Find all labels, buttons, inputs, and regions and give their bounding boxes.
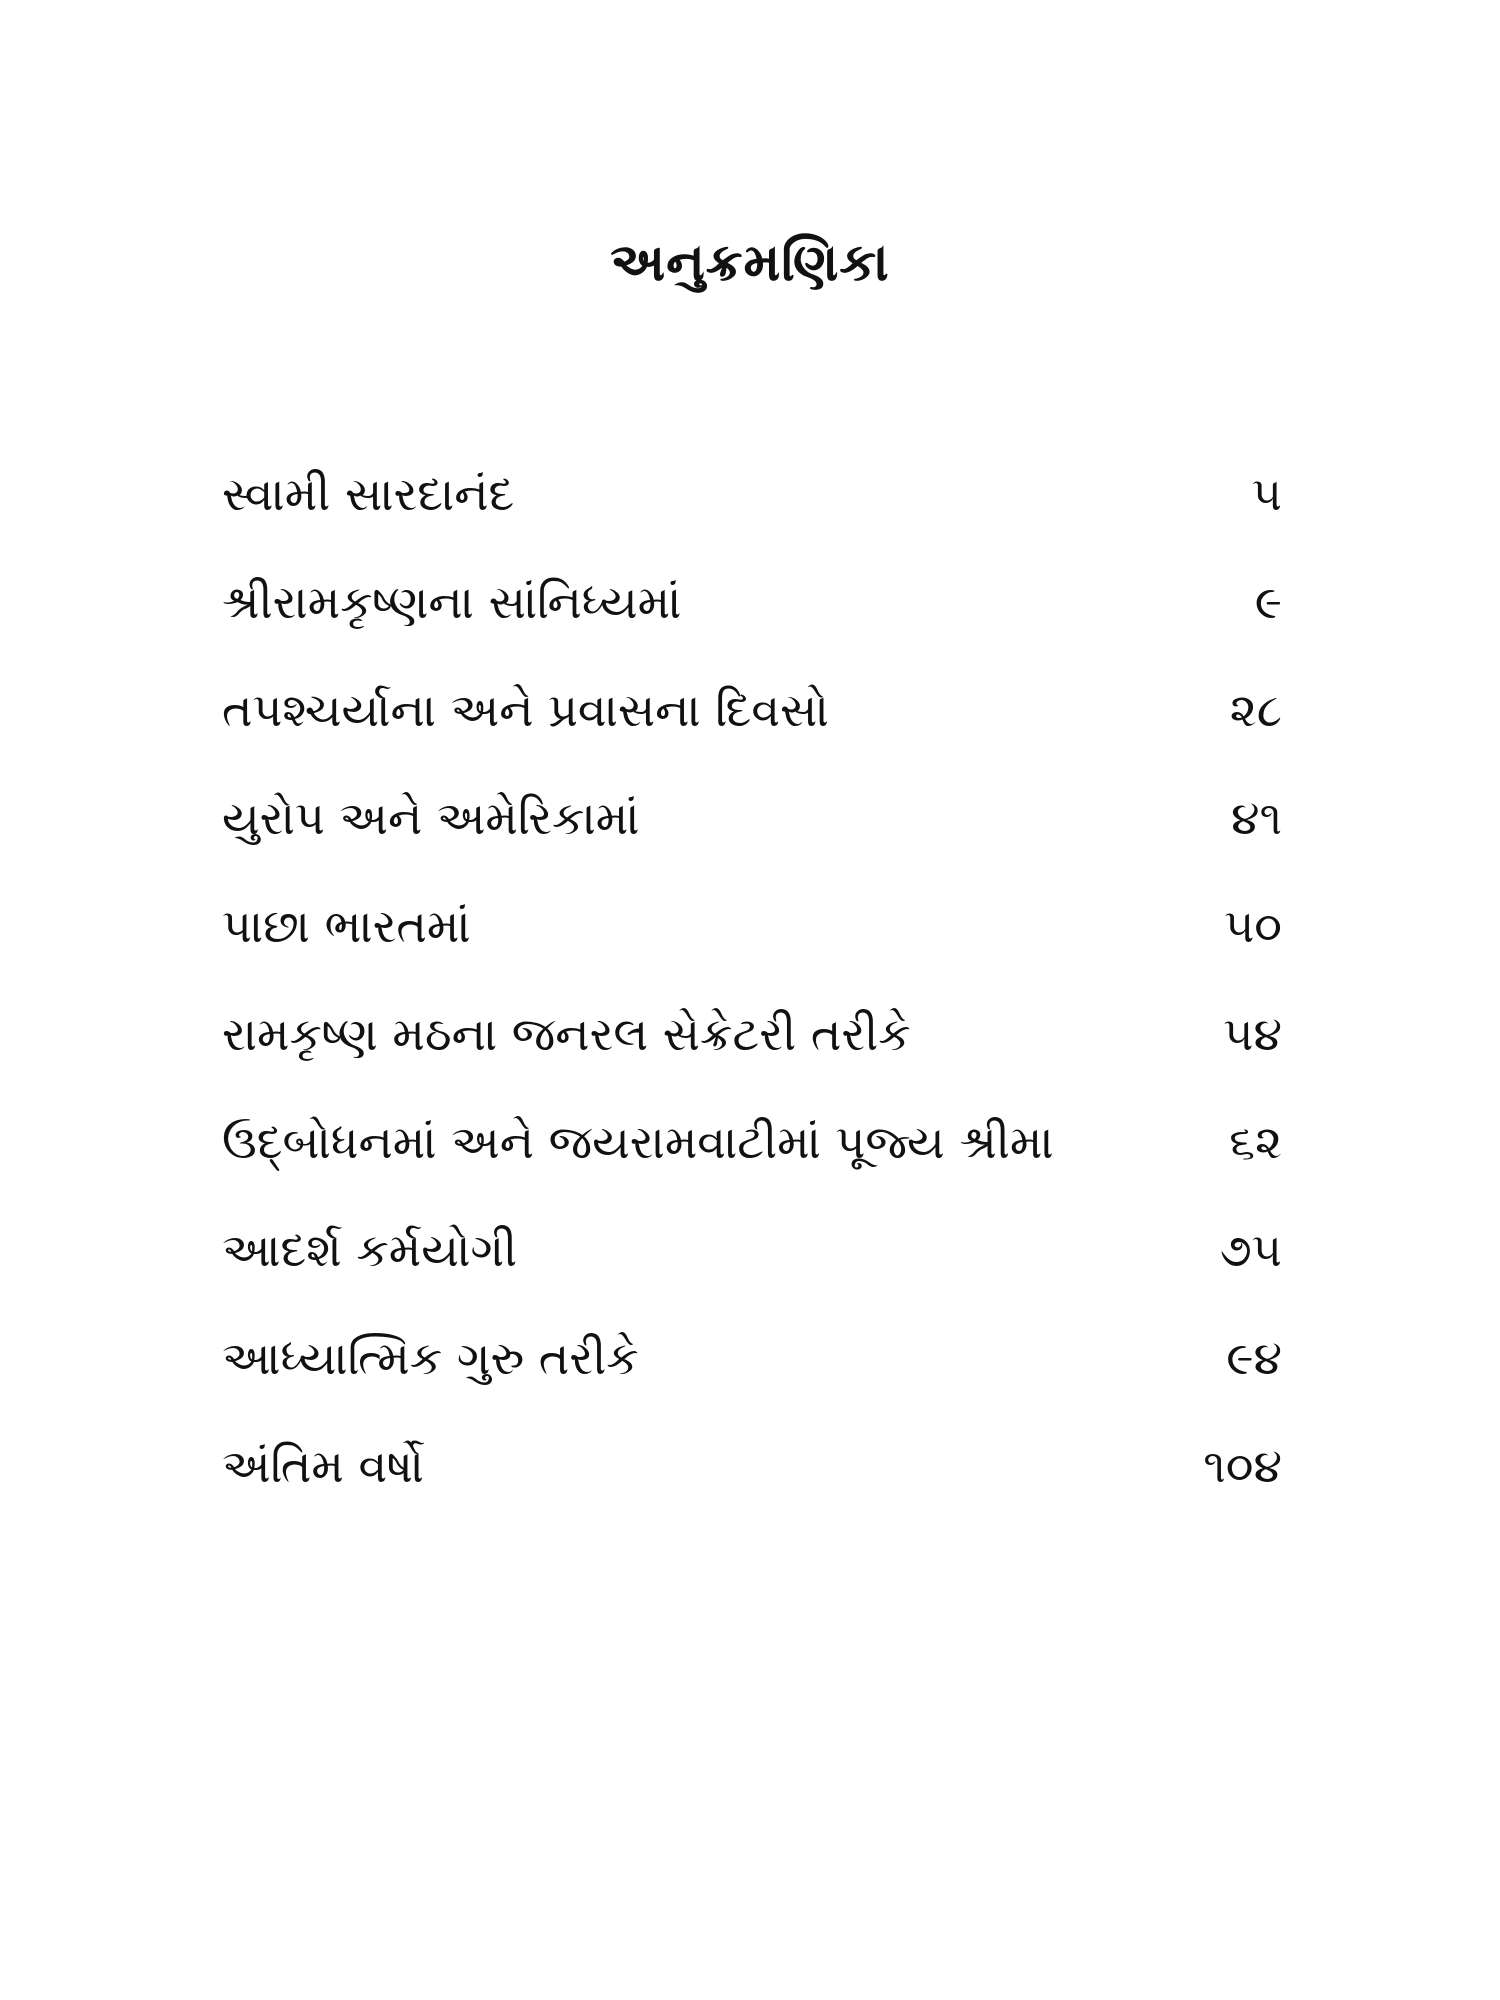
toc-entry-page-number: ૭૫ bbox=[1219, 1223, 1282, 1277]
toc-entry-title: રામકૃષ્ણ મઠના જનરલ સેક્રેટરી તરીકે bbox=[222, 1007, 911, 1061]
toc-entry-page-number: ૯ bbox=[1254, 575, 1282, 629]
toc-entry-title: યુરોપ અને અમેરિકામાં bbox=[222, 791, 640, 845]
toc-entry bbox=[222, 764, 1282, 872]
toc-entry bbox=[222, 548, 1282, 656]
toc-entry-title: સ્વામી સારદાનંદ bbox=[222, 467, 515, 521]
toc-entry-page-number: ૯૪ bbox=[1226, 1331, 1282, 1385]
toc-entry bbox=[222, 656, 1282, 764]
toc-entry bbox=[222, 872, 1282, 980]
toc-entry bbox=[222, 440, 1282, 548]
toc-entry bbox=[222, 1412, 1282, 1520]
toc-entry-page-number: ૫૦ bbox=[1224, 899, 1282, 953]
toc-entry-title: શ્રીરામકૃષ્ણના સાંનિધ્યમાં bbox=[222, 575, 682, 629]
toc-entry bbox=[222, 1196, 1282, 1304]
toc-entry-title: પાછા ભારતમાં bbox=[222, 899, 471, 953]
toc-entry-page-number: ૧૦૪ bbox=[1203, 1439, 1282, 1493]
toc-entry-page-number: ૫૪ bbox=[1223, 1007, 1282, 1061]
toc-entry-page-number: ૨૮ bbox=[1229, 683, 1282, 737]
toc-entry-title: આદર્શ કર્મયોગી bbox=[222, 1223, 518, 1277]
toc-entry-title: ઉદ્‌બોધનમાં અને જયરામવાટીમાં પૂજ્ય શ્રીમા bbox=[222, 1115, 1054, 1169]
toc-entry-title: અંતિમ વર્ષો bbox=[222, 1439, 424, 1493]
toc-entry-page-number: ૬૨ bbox=[1229, 1115, 1282, 1169]
toc-entry bbox=[222, 980, 1282, 1088]
table-of-contents bbox=[222, 440, 1282, 1520]
toc-entry bbox=[222, 1304, 1282, 1412]
toc-entry-title: તપશ્ચર્યાના અને પ્રવાસના દિવસો bbox=[222, 683, 829, 737]
toc-entry-page-number: ૪૧ bbox=[1230, 791, 1282, 845]
page-title: અનુક્રમણિકા bbox=[610, 233, 890, 293]
toc-entry-page-number: ૫ bbox=[1251, 467, 1282, 521]
toc-entry bbox=[222, 1088, 1282, 1196]
toc-entry-title: આધ્યાત્મિક ગુરુ તરીકે bbox=[222, 1331, 639, 1385]
